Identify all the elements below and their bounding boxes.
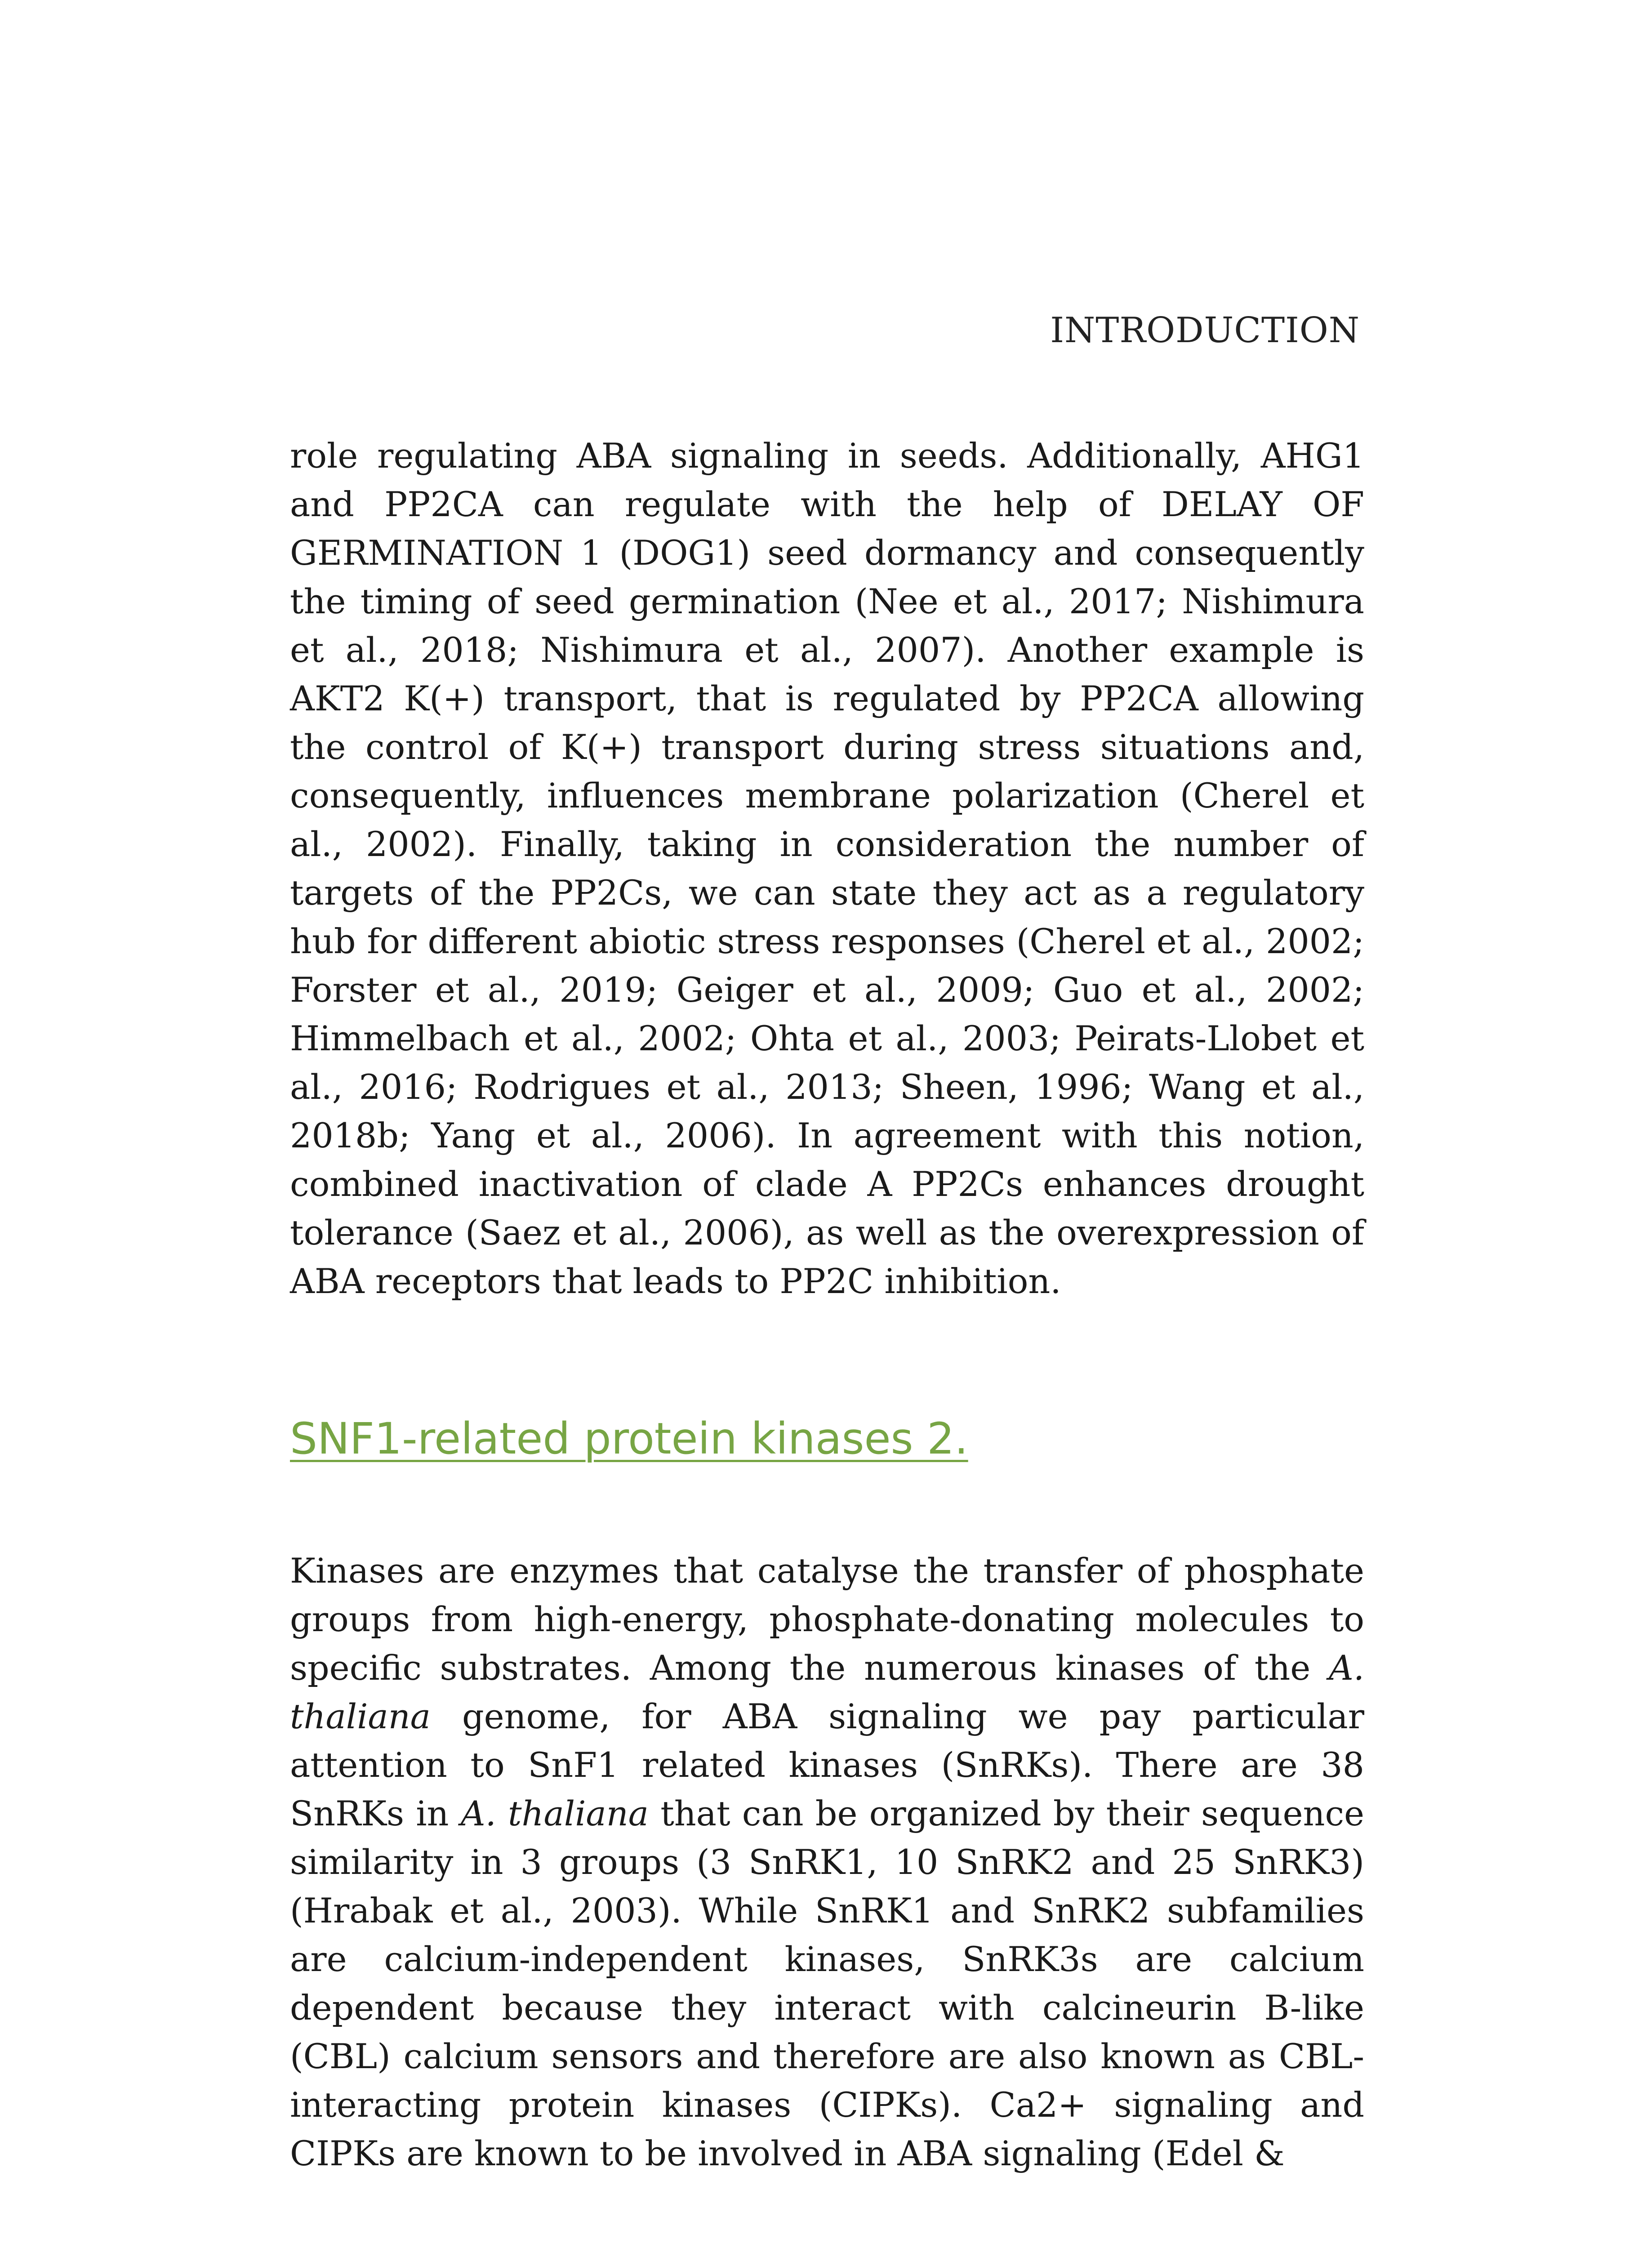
body-paragraph-2 (290, 1547, 1364, 2178)
species-name-italic-1: A. thaliana (290, 1648, 1364, 1736)
paragraph-2-text-3: that can be organized by their sequence similarity in 3 groups (3 SnRK1, 10 SnRK2 and 25 SnRK3) (Hrabak et al., 2003). While SnRK1 and SnRK2 subfamilies are calcium-independent kinases, SnRK3s are calcium dependent because they interact with calcineurin B-like (CBL) calcium sensors and therefore are also known as CBL-interacting protein kinases (CIPKs). Ca2+ signaling and CIPKs are known to be involved in ABA signaling (Edel & (290, 1793, 1364, 2173)
species-name-italic-2: A. thaliana (460, 1793, 649, 1833)
paragraph-2-text-2: genome, for ABA signaling we pay particular attention to SnF1 related kinases (SnRKs). There are 38 SnRKs in (290, 1696, 1364, 1833)
paragraph-2-text-1: Kinases are enzymes that catalyse the transfer of phosphate groups from high-energy, phosphate-donating molecules to specific substrates. Among the numerous kinases of the (290, 1551, 1364, 1688)
section-heading: SNF1-related protein kinases 2. (290, 1414, 968, 1464)
body-paragraph-1: role regulating ABA signaling in seeds. Additionally, AHG1 and PP2CA can regulate with the help of DELAY OF GERMINATION 1 (DOG1) seed dormancy and consequently the timing of seed germination (Nee et al., 2017; Nishimura et al., 2018; Nishimura et al., 2007). Another example is AKT2 K(+) transport, that is regulated by PP2CA allowing the control of K(+) transport during stress situations and, consequently, influences membrane polarization (Cherel et al., 2002). Finally, taking in consideration the number of targets of the PP2Cs, we can state they act as a regulatory hub for different abiotic stress responses (Cherel et al., 2002; Forster et al., 2019; Geiger et al., 2009; Guo et al., 2002; Himmelbach et al., 2002; Ohta et al., 2003; Peirats-Llobet et al., 2016; Rodrigues et al., 2013; Sheen, 1996; Wang et al., 2018b; Yang et al., 2006). In agreement with this notion, combined inactivation of clade A PP2Cs enhances drought tolerance (Saez et al., 2006), as well as the overexpression of ABA receptors that leads to PP2C inhibition. (290, 436, 1364, 1301)
running-header: INTRODUCTION (1050, 310, 1360, 351)
